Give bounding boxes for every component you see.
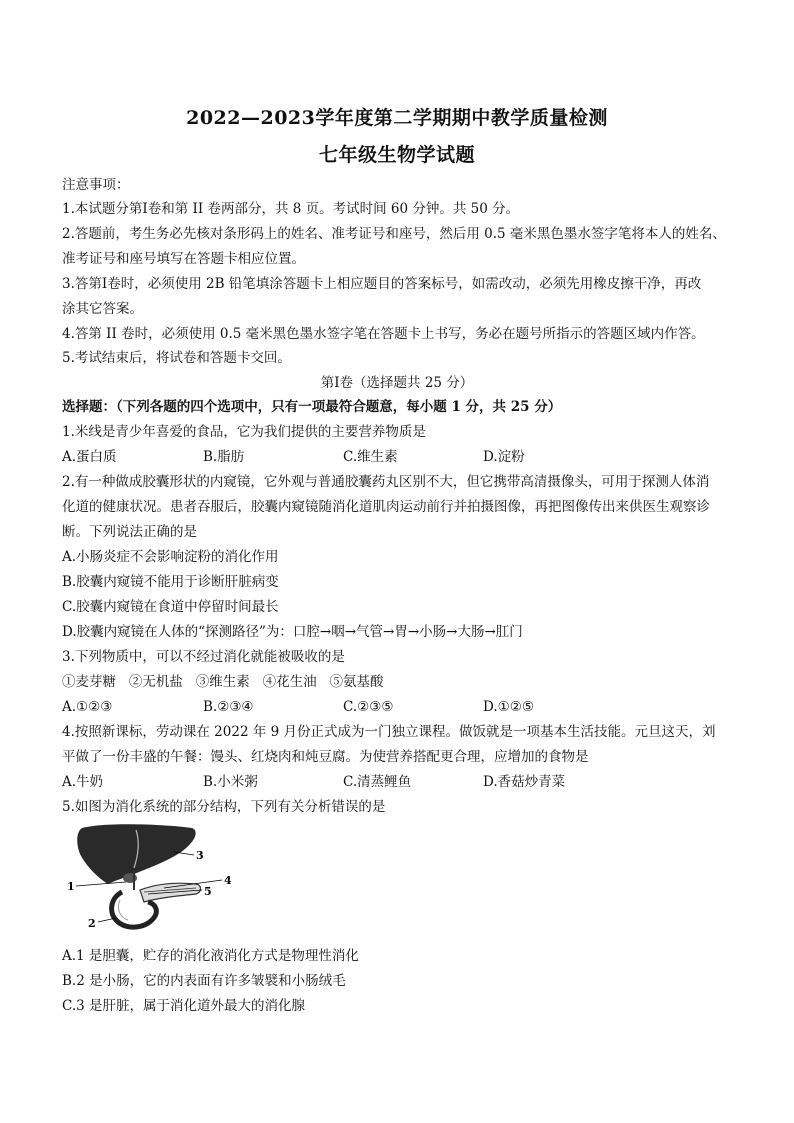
notes-heading: 注意事项：: [62, 177, 130, 193]
q2-option-a: A.小肠炎症不会影响淀粉的消化作用: [62, 549, 279, 565]
q5-option-c: C.3 是肝脏，属于消化道外最大的消化腺: [62, 998, 306, 1014]
diagram-label-4: 4: [224, 874, 232, 887]
q2-option-c: C.胶囊内窥镜在食道中停留时间最长: [62, 599, 279, 615]
leader-line-1: [76, 882, 126, 886]
question-5-stem: 5.如图为消化系统的部分结构，下列有关分析错误的是: [62, 799, 386, 815]
q3-option-a: A.①②③: [62, 699, 113, 715]
note-line: 涂其它答案。: [62, 301, 143, 317]
diagram-label-2: 2: [88, 917, 96, 930]
note-line: 3.答第Ⅰ卷时，必须使用 2B 铅笔填涂答题卡上相应题目的答案标号，如需改动，必须先用橡皮擦干净，再改: [62, 276, 702, 292]
question-4-stem: 平做了一份丰盛的午餐：馒头、红烧肉和炖豆腐。为使营养搭配更合理，应增加的食物是: [62, 749, 589, 765]
section-instruction: 选择题：（下列各题的四个选项中，只有一项最符合题意，每小题 1 分，共 25 分）: [62, 399, 562, 415]
note-line: 2.答题前，考生务必先核对条形码上的姓名、准考证号和座号，然后用 0.5 毫米黑色墨水签字笔将本人的姓名、: [62, 226, 726, 242]
question-2-stem: 断。下列说法正确的是: [62, 524, 197, 540]
q4-option-b: B.小米粥: [203, 774, 258, 790]
q2-option-b: B.胶囊内窥镜不能用于诊断肝脏病变: [62, 574, 279, 590]
q1-option-d: D.淀粉: [483, 449, 525, 465]
note-line: 5.考试结束后，将试卷和答题卡交回。: [62, 350, 291, 366]
q4-option-c: C.清蒸鲤鱼: [343, 774, 412, 790]
diagram-label-5: 5: [204, 885, 212, 898]
q3-option-c: C.②③⑤: [343, 699, 394, 715]
q3-option-d: D.①②⑤: [483, 699, 534, 715]
exam-title: 2022—2023学年度第二学期期中教学质量检测: [186, 107, 608, 129]
diagram-label-1: 1: [67, 880, 75, 893]
q1-option-a: A.蛋白质: [62, 449, 117, 465]
section-heading: 第Ⅰ卷（选择题共 25 分）: [320, 375, 474, 391]
q5-option-a: A.1 是胆囊，贮存的消化液消化方式是物理性消化: [62, 948, 359, 964]
question-1-stem: 1.米线是青少年喜爱的食品，它为我们提供的主要营养物质是: [62, 424, 426, 440]
note-line: 1.本试题分第Ⅰ卷和第 II 卷两部分，共 8 页。考试时间 60 分钟。共 50 分。: [62, 201, 520, 217]
question-3-stem: 3.下列物质中，可以不经过消化就能被吸收的是: [62, 649, 345, 665]
small-intestine-detail: [118, 900, 128, 920]
q4-option-a: A.牛奶: [62, 774, 104, 790]
q1-option-b: B.脂肪: [203, 449, 245, 465]
exam-subtitle: 七年级生物学试题: [318, 144, 475, 166]
question-2-stem: 2.有一种做成胶囊形状的内窥镜，它外观与普通胶囊药丸区别不大，但它携带高清摄像头，可用于探测人体消: [62, 474, 710, 490]
q4-option-d: D.香菇炒青菜: [483, 774, 566, 790]
question-4-stem: 4.按照新课标，劳动课在 2022 年 9 月份正式成为一门独立课程。做饭就是一项基本生活技能。元旦这天，刘: [62, 724, 716, 740]
q1-option-c: C.维生素: [343, 449, 398, 465]
note-line: 准考证号和座号填写在答题卡相应位置。: [62, 251, 305, 267]
q5-option-b: B.2 是小肠，它的内表面有许多皱襞和小肠绒毛: [62, 973, 346, 989]
note-line: 4.答第 II 卷时，必须使用 0.5 毫米黑色墨水签字笔在答题卡上书写，务必在题号所指示的答题区域内作答。: [62, 326, 705, 342]
q3-option-b: B.②③④: [203, 699, 254, 715]
q2-option-d: D.胶囊内窥镜在人体的“探测路径”为：口腔→咽→气管→胃→小肠→大肠→肛门: [62, 624, 523, 640]
question-2-stem: 化道的健康状况。患者吞服后，胶囊内窥镜随消化道肌肉运动前行并拍摄图像，再把图像传出来供医生观察诊: [62, 499, 710, 515]
question-3-items: ①麦芽糖 ②无机盐 ③维生素 ④花生油 ⑤氨基酸: [62, 674, 384, 690]
diagram-label-3: 3: [196, 849, 204, 862]
digestive-system-diagram: [64, 822, 244, 940]
